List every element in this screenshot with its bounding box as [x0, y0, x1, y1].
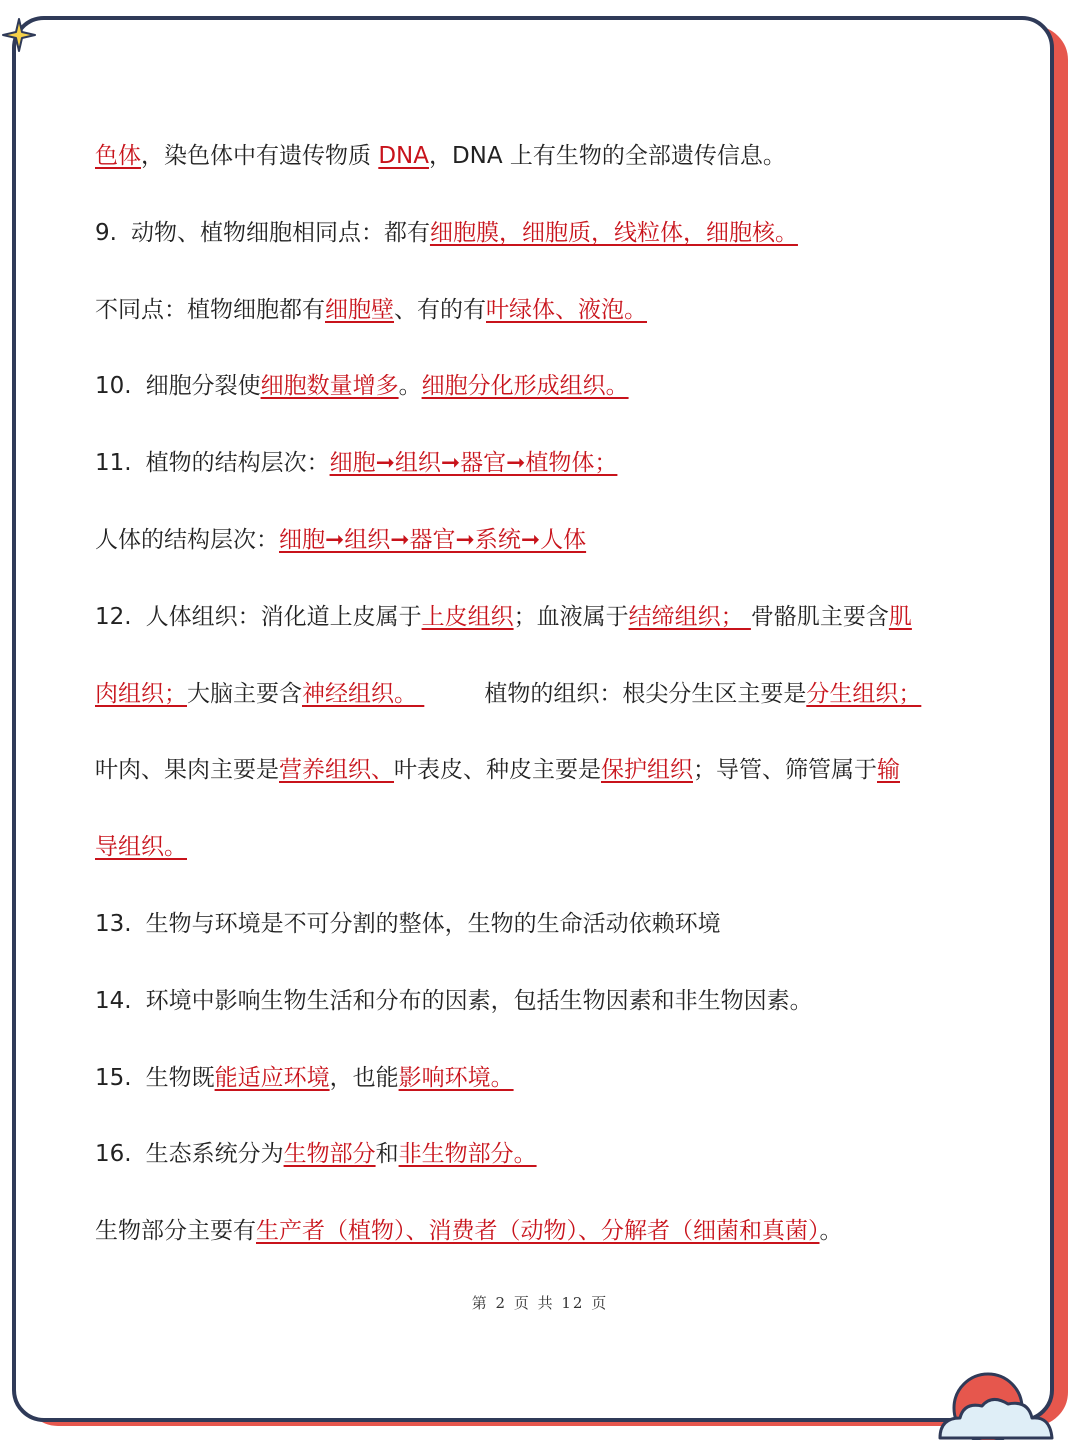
answer-text: 能适应环境: [214, 1064, 330, 1091]
item-number: 9.: [95, 219, 117, 246]
body-text: ，DNA 上有生物的全部遗传信息。: [428, 143, 786, 169]
sun-cloud-decoration-icon: [930, 1360, 1080, 1440]
body-text: 大脑主要含: [187, 680, 302, 707]
body-text: 植物的结构层次：: [145, 450, 330, 477]
answer-text: 细胞分化形成组织。: [421, 373, 629, 400]
body-text: ；血液属于: [513, 603, 629, 630]
answer-text: 生物部分: [283, 1141, 376, 1168]
text-line: [95, 140, 995, 172]
text-line: [95, 1062, 995, 1094]
item-number: 16.: [95, 1141, 132, 1168]
body-text: 人体的结构层次：: [95, 527, 279, 553]
answer-text: 分生组织；: [806, 680, 922, 707]
body-text: 。: [398, 373, 422, 400]
item-number: 11.: [95, 450, 132, 477]
answer-text: 细胞数量增多: [260, 373, 399, 400]
answer-text: 生产者（植物）、消费者（动物）、分解者（细菌和真菌）: [256, 1218, 820, 1245]
item-number: 12.: [95, 603, 132, 630]
body-text: 叶肉、果肉主要是: [95, 757, 279, 784]
body-text: 细胞分裂使: [145, 373, 261, 400]
text-line: [95, 370, 995, 402]
body-text: 生态系统分为: [145, 1141, 284, 1168]
answer-text: 结缔组织；: [628, 603, 751, 630]
text-line: [95, 601, 995, 633]
body-text: 环境中影响生物生活和分布的因素，包括生物因素和非生物因素。: [145, 987, 813, 1014]
answer-text: 细胞膜，细胞质，线粒体，细胞核。: [429, 219, 798, 246]
text-line: [95, 985, 995, 1017]
text-line: [95, 294, 995, 326]
text-line: [95, 908, 995, 940]
body-text: 生物部分主要有: [95, 1218, 256, 1245]
text-line: [95, 524, 995, 556]
body-text: 叶表皮、种皮主要是: [394, 757, 601, 784]
body-text: 植物的组织：根尖分生区主要是: [484, 680, 807, 707]
text-line: [95, 831, 995, 863]
body-text: 动物、植物细胞相同点：都有: [130, 219, 430, 246]
body-text: ，也能: [329, 1064, 399, 1091]
answer-text: 细胞➞组织➞器官➞系统➞人体: [279, 527, 587, 553]
body-text: 生物既: [145, 1064, 215, 1091]
item-number: 14.: [95, 987, 132, 1014]
text-line: [95, 678, 995, 710]
item-number: 15.: [95, 1064, 132, 1091]
answer-text: 细胞➞组织➞器官➞植物体；: [329, 450, 618, 477]
text-line: [95, 1215, 995, 1247]
sparkle-star-icon: [2, 18, 36, 52]
text-line: [95, 447, 995, 479]
answer-text: 神经组织。: [302, 680, 425, 707]
body-text: 生物与环境是不可分割的整体，生物的生命活动依赖环境: [145, 911, 721, 937]
body-text: 人体组织：消化道上皮属于: [145, 603, 422, 630]
item-number: 13.: [95, 911, 132, 937]
body-text: ；导管、筛管属于: [693, 757, 877, 784]
text-line: [95, 1138, 995, 1170]
answer-text: 导组织。: [95, 834, 187, 861]
answer-text: 营养组织、: [279, 757, 394, 784]
answer-text: 输: [877, 757, 900, 784]
answer-text: 影响环境。: [398, 1064, 514, 1091]
body-text: 骨骼肌主要含: [750, 603, 889, 630]
answer-text: 上皮组织: [421, 603, 514, 630]
answer-text: 非生物部分。: [398, 1141, 537, 1168]
answer-text: 保护组织: [601, 757, 693, 784]
text-line: [95, 754, 995, 786]
answer-text: 肌: [888, 603, 912, 630]
item-number: 10.: [95, 373, 132, 400]
body-text: 。: [819, 1218, 843, 1245]
page-footer: 第 2 页 共 12 页: [471, 1294, 609, 1312]
body-text: 、有的有: [394, 296, 486, 323]
answer-text: 细胞壁: [325, 296, 394, 323]
body-text: ，染色体中有遗传物质: [141, 143, 379, 169]
answer-text: 叶绿体、液泡。: [486, 296, 647, 323]
body-text: 和: [375, 1141, 399, 1168]
answer-text: 肉组织；: [95, 680, 187, 707]
text-line: [95, 217, 995, 249]
answer-text: 色体: [95, 143, 141, 169]
body-text: 不同点：植物细胞都有: [95, 296, 325, 323]
answer-text: DNA: [378, 143, 429, 169]
